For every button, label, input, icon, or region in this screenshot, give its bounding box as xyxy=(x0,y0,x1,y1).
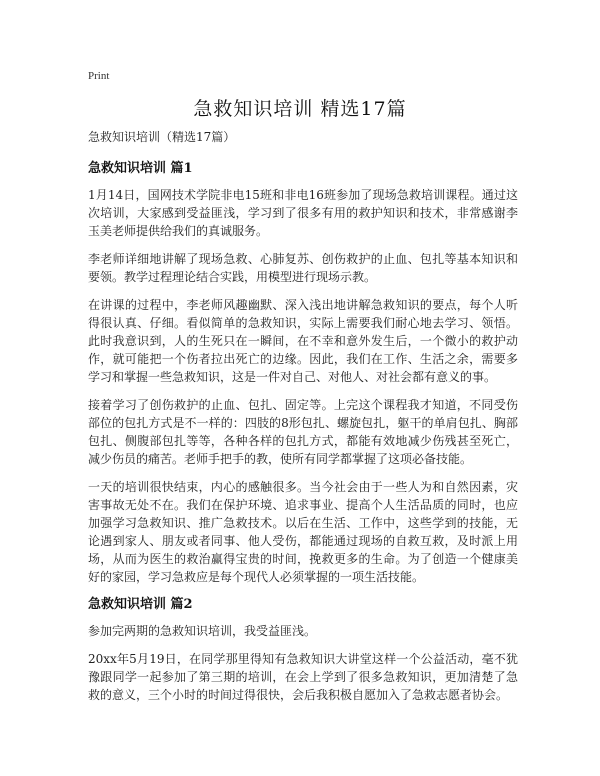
document-subtitle: 急救知识培训（精选17篇） xyxy=(88,130,236,144)
paragraph: 李老师详细地讲解了现场急救、心肺复苏、创伤救护的止血、包扎等基本知识和要领。教学过程理论结合实践，用模型进行现场示教。 xyxy=(88,252,518,284)
paragraph: 在讲课的过程中，李老师风趣幽默、深入浅出地讲解急救知识的要点，每个人听得很认真、仔细。看似简单的急救知识，实际上需要我们耐心地去学习、领悟。此时我意识到，人的生死只在一瞬间，在不幸和意外发生后，一个微小的救护动作，就可能把一个伤者拉出死亡的边缘。因此，我们在工作、生活之余，需要多学习和掌握一些急救知识，这是一件对自己、对他人、对社会都有意义的事。 xyxy=(88,298,518,384)
section-heading-2: 急救知识培训 篇2 xyxy=(88,597,193,612)
paragraph: 20xx年5月19日，在同学那里得知有急救知识大讲堂这样一个公益活动，毫不犹豫跟同学一起参加了第三期的培训，在会上学到了很多急救知识，更加清楚了急救的意义，三个小时的时间过得很快，会后我积极自愿加入了急救志愿者协会。 xyxy=(88,652,518,702)
page-title: 急救知识培训 精选17篇 xyxy=(193,98,407,120)
paragraph: 参加完两期的急救知识培训，我受益匪浅。 xyxy=(88,624,317,638)
paragraph: 接着学习了创伤救护的止血、包扎、固定等。上完这个课程我才知道，不同受伤部位的包扎方式是不一样的：四肢的8形包扎、螺旋包扎，躯干的单肩包扎、胸部包扎、侧腹部包扎等等，各种各样的包扎方式，都能有效地减少伤残甚至死亡，减少伤员的痛苦。老师手把手的教，使所有同学都掌握了这项必备技能。 xyxy=(88,398,518,466)
paragraph: 一天的培训很快结束，内心的感触很多。当今社会由于一些人为和自然因素，灾害事故无处不在。我们在保护环境、追求事业、提高个人生活品质的同时，也应加强学习急救知识、推广急救技术。以后在生活、工作中，这些学到的技能，无论遇到家人、朋友或者同事、他人受伤，都能通过现场的自救互救，及时派上用场，从而为医生的救治赢得宝贵的时间，挽救更多的生命。为了创造一个健康美好的家园，学习急救应是每个现代人必须掌握的一项生活技能。 xyxy=(88,480,518,584)
paragraph: 1月14日，国网技术学院非电15班和非电16班参加了现场急救培训课程。通过这次培训，大家感到受益匪浅，学习到了很多有用的救护知识和技术，非常感谢李玉美老师提供给我们的真诚服务。 xyxy=(88,188,518,238)
document-body xyxy=(88,128,518,714)
section-heading-1: 急救知识培训 篇1 xyxy=(88,161,193,176)
print-link[interactable]: Print xyxy=(88,70,110,82)
